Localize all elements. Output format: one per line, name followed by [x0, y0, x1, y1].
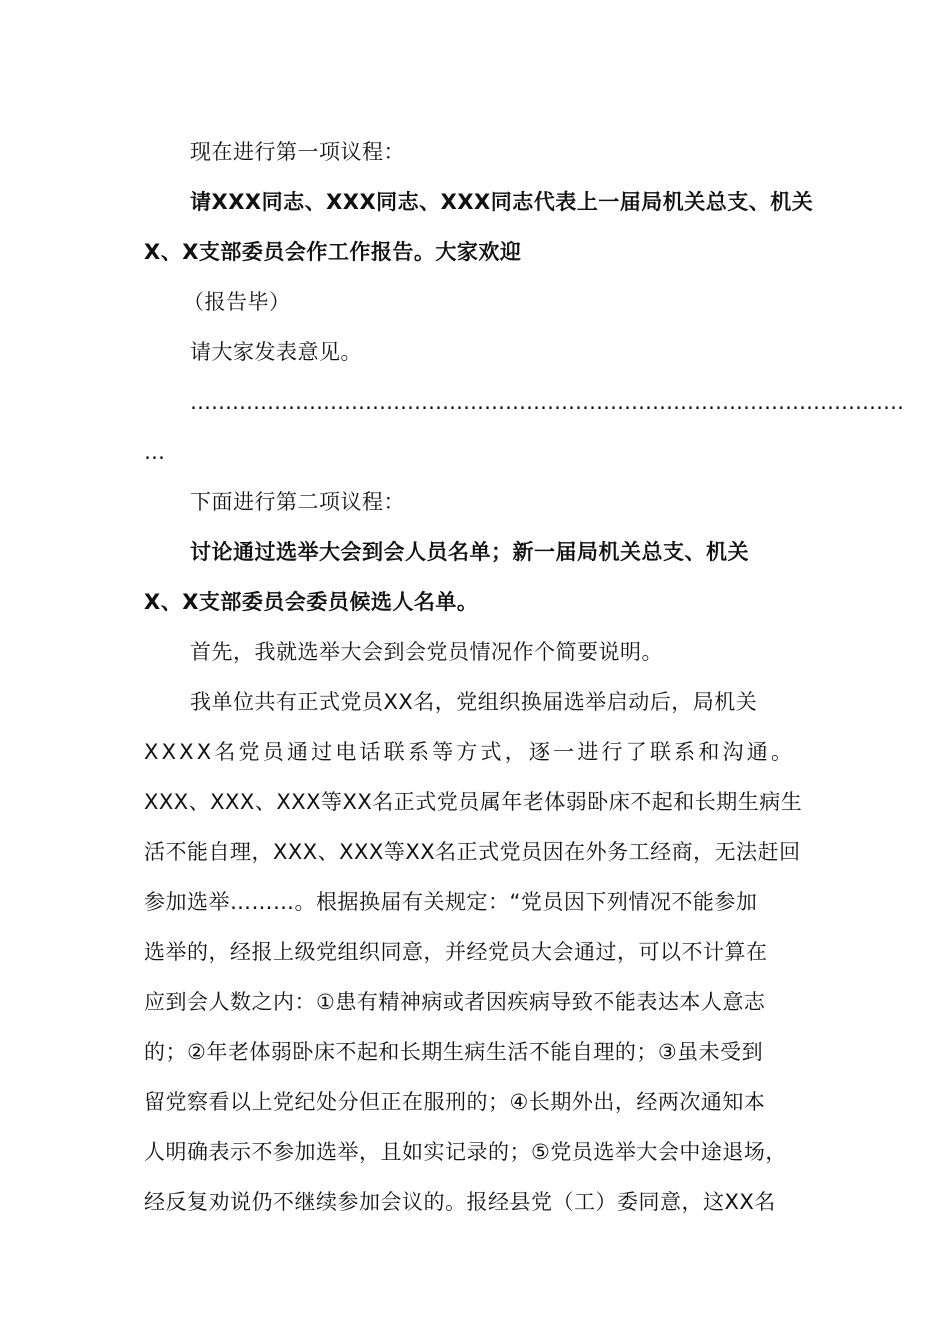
- agenda-item-one-intro: 现在进行第一项议程：: [190, 140, 405, 164]
- agenda-item-two-intro: 下面进行第二项议程：: [190, 490, 405, 514]
- body-paragraph-line-4: 活不能自理，XXX、XXX等XX名正式党员因在外务工经商，无法赶回: [144, 840, 801, 864]
- report-request-line-1: 请XXX同志、XXX同志、XXX同志代表上一届局机关总支、机关: [190, 190, 814, 214]
- discussion-line-2: X、X支部委员会委员候选人名单。: [144, 590, 479, 614]
- explanation-intro: 首先，我就选举大会到会党员情况作个简要说明。: [190, 640, 663, 664]
- body-paragraph-line-8: 的；②年老体弱卧床不起和长期生病生活不能自理的；③虽未受到: [144, 1040, 764, 1064]
- opinion-request: 请大家发表意见。: [190, 340, 362, 364]
- body-paragraph-line-3: XXX、XXX、XXX等XX名正式党员属年老体弱卧床不起和长期生病生: [144, 790, 803, 814]
- report-finished-note: （报告毕）: [183, 290, 291, 314]
- body-paragraph-line-1: 我单位共有正式党员XX名，党组织换届选举启动后，局机关: [190, 690, 758, 714]
- discussion-line-1: 讨论通过选举大会到会人员名单；新一届局机关总支、机关: [190, 540, 749, 564]
- body-paragraph-line-9: 留党察看以上党纪处分但正在服刑的；④长期外出，经两次通知本: [144, 1090, 766, 1114]
- ellipsis-line-2: …: [144, 440, 165, 464]
- body-paragraph-line-6: 选举的，经报上级党组织同意，并经党员大会通过，可以不计算在: [144, 940, 768, 964]
- report-request-line-2: X、X支部委员会作工作报告。大家欢迎: [144, 240, 522, 264]
- body-paragraph-line-10: 人明确表示不参加选举，且如实记录的；⑤党员选举大会中途退场，: [144, 1140, 787, 1164]
- body-paragraph-line-11: 经反复劝说仍不继续参加会议的。报经县党（工）委同意，这XX名: [144, 1190, 776, 1214]
- ellipsis-line-1: …………………………………………………………………………………………: [190, 390, 904, 414]
- body-paragraph-line-5: 参加选举………。根据换届有关规定：“党员因下列情况不能参加: [144, 890, 758, 914]
- body-paragraph-line-7: 应到会人数之内：①患有精神病或者因疾病导致不能表达本人意志: [144, 990, 766, 1014]
- body-paragraph-line-2: XXXX名党员通过电话联系等方式，逐一进行了联系和沟通。: [144, 740, 796, 764]
